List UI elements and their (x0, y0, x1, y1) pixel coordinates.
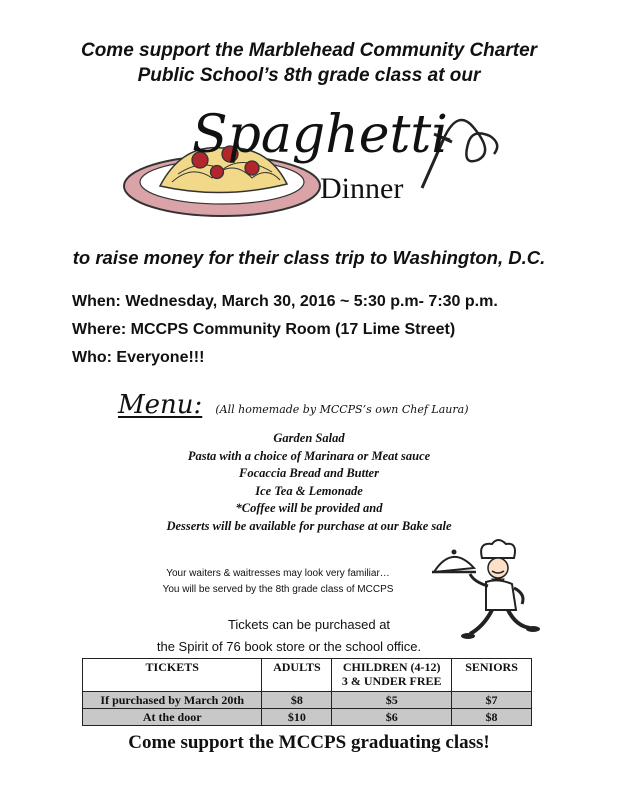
waiters-line-1: Your waiters & waitresses may look very familiar… (166, 568, 390, 579)
logo-word-spaghetti: Spaghetti (192, 108, 448, 165)
waiters-note (128, 566, 428, 598)
table-cell: $7 (452, 692, 532, 709)
logo-word-dinner: Dinner (320, 172, 404, 205)
menu-list (0, 430, 618, 535)
table-cell: $8 (452, 709, 532, 726)
header-children (332, 659, 452, 692)
tickets-line-1: Tickets can be purchased at (227, 617, 391, 632)
menu-item: Focaccia Bread and Butter (239, 466, 379, 480)
menu-note: (All homemade by MCCPS’s own Chef Laura) (215, 403, 469, 416)
table-cell: $10 (262, 709, 332, 726)
table-row (83, 692, 532, 709)
table-cell: $6 (332, 709, 452, 726)
tickets-line-2: the Spirit of 76 book store or the school office. (156, 639, 422, 654)
intro-line-1: Come support the Marblehead Community Charter (80, 40, 538, 61)
header-adults: ADULTS (262, 659, 332, 692)
price-table-header (83, 659, 532, 692)
header-children-label: CHILDREN (4-12) (342, 660, 441, 674)
purpose-text: to raise money for their class trip to Washington, D.C. (72, 247, 546, 268)
table-cell: At the door (83, 709, 262, 726)
header-children-subheader: 3 & UNDER FREE (341, 674, 442, 688)
menu-item: Pasta with a choice of Marinara or Meat sauce (187, 448, 431, 463)
event-details (72, 288, 498, 372)
spaghetti-dinner-logo (122, 108, 522, 228)
table-cell: $8 (262, 692, 332, 709)
event-where: Where: MCCPS Community Room (17 Lime Street) (72, 321, 456, 338)
table-cell: If purchased by March 20th (83, 692, 262, 709)
waiters-line-2: You will be served by the 8th grade class of MCCPS (162, 584, 394, 595)
tickets-info (0, 614, 618, 658)
event-who: Who: Everyone!!! (72, 349, 205, 366)
menu-item: Desserts will be available for purchase at our Bake sale (166, 518, 452, 533)
menu-item: Ice Tea & Lemonade (255, 483, 363, 498)
event-when: When: Wednesday, March 30, 2016 ~ 5:30 p.m- 7:30 p.m. (72, 293, 498, 310)
header-tickets: TICKETS (83, 659, 262, 692)
menu-title: Menu: (118, 390, 203, 420)
header-seniors: SENIORS (452, 659, 532, 692)
menu-item: Garden Salad (273, 431, 345, 445)
table-row (83, 709, 532, 726)
intro-heading (0, 38, 618, 88)
cloche-icon (434, 557, 474, 572)
closing-text: Come support the MCCPS graduating class! (128, 732, 490, 753)
menu-item: *Coffee will be provided and (235, 501, 383, 515)
meatball (211, 166, 224, 179)
chef-hat-icon (481, 540, 515, 558)
table-cell: $5 (332, 692, 452, 709)
menu-heading (118, 390, 469, 420)
intro-line-2: Public School’s 8th grade class at our (137, 65, 481, 86)
price-table (82, 658, 532, 726)
